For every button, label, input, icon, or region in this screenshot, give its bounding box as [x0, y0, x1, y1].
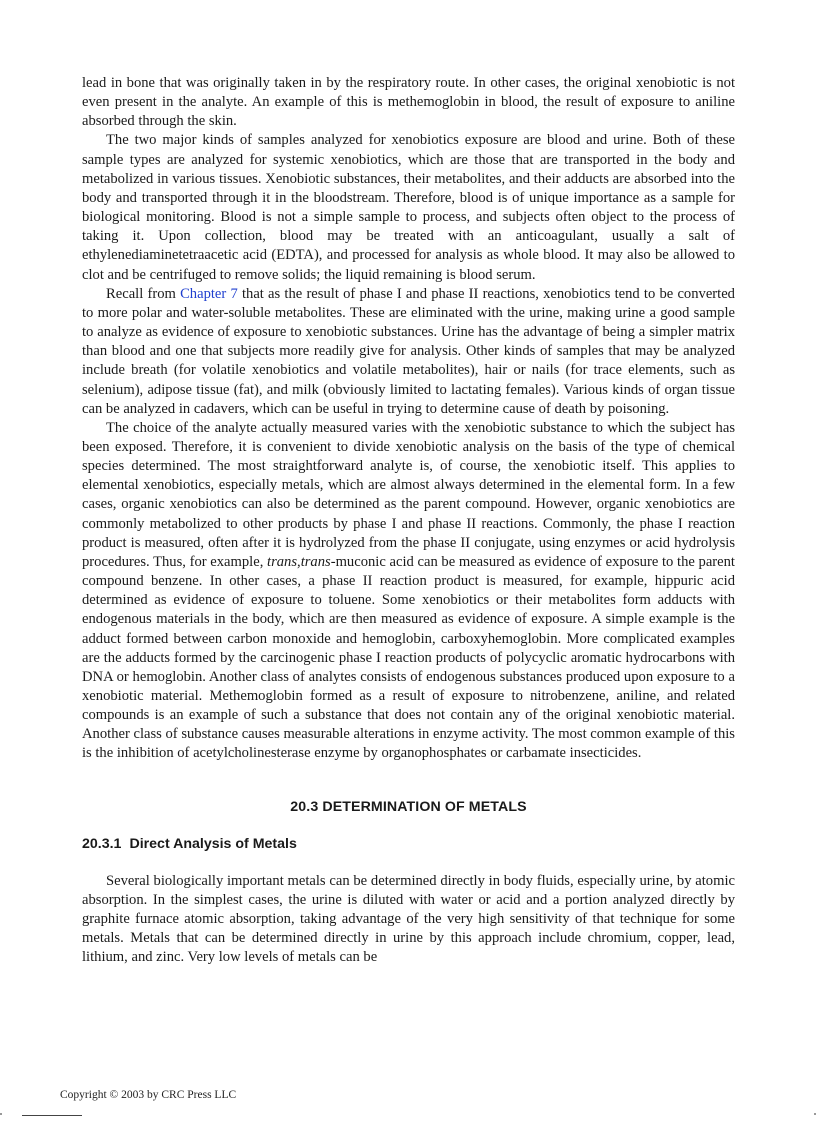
subsection-number: 20.3.1: [82, 835, 122, 852]
chapter-7-link[interactable]: Chapter 7: [180, 285, 238, 302]
italic-term: trans: [267, 553, 298, 570]
section-heading: 20.3 DETERMINATION OF METALS: [290, 798, 527, 815]
italic-term: trans: [300, 553, 331, 570]
paragraph-text: -muconic acid can be measured as evidence of exposure to the parent compound benzene. In other cases, a phase II reaction product is measured, for example, hippuric acid determined as evidence of exposure to toluene. Some xenobiotics or their metabolites form adducts with endogenous materials in the body, which are then measured as evidence of exposure. A simple example is the adduct formed between carbon monoxide and hemoglobin, carboxyhemoglobin. More complicated examples are the adducts formed by the carcinogenic phase I reaction products of polycyclic aromatic hydrocarbons with DNA or hemoglobin. Another class of analytes consists of endogenous substances produced upon exposure to a xenobiotic material. Methemoglobin formed as a result of exposure to nitrobenzene, aniline, and related compounds is an example of such a substance that does not contain any of the original xenobiotic material. Another class of substance causes measurable alterations in enzyme activity. The most common example of this is the inhibition of acetylcholinesterase enzyme by organophosphates or carbamate insecticides.: [82, 553, 735, 762]
body-paragraph: [82, 285, 735, 419]
copyright-footer: Copyright © 2003 by CRC Press LLC: [60, 1089, 237, 1101]
body-paragraph: Several biologically important metals can be determined directly in body fluids, especially urine, by atomic absorption. In the simplest cases, the urine is diluted with water or acid and a portion analyzed directly by graphite furnace atomic absorption, taking advantage of the very high sensitivity of that technique for some metals. Metals that can be determined directly in urine by this approach include chromium, copper, lead, lithium, and zinc. Very low levels of metals can be: [82, 872, 735, 966]
body-paragraph: lead in bone that was originally taken in by the respiratory route. In other cases, the original xenobiotic is not even present in the analyte. An example of this is methemoglobin in blood, the result of exposure to aniline absorbed through the skin.: [82, 75, 735, 130]
crop-mark: [0, 1113, 2, 1115]
subsection-title: Direct Analysis of Metals: [129, 835, 297, 852]
body-paragraph: [82, 419, 735, 764]
paragraph-text: Recall from: [106, 285, 181, 302]
paragraph-text: The choice of the analyte actually measured varies with the xenobiotic substance to which the subject has been exposed. Therefore, it is convenient to divide xenobiotic analysis on the basis of the type of chemical species determined. The most straightforward analyte is, of course, the xenobiotic itself. This applies to elemental xenobiotics, especially metals, which are almost always determined in the elemental form. In a few cases, organic xenobiotics can also be determined as the parent compound. However, organic xenobiotics are commonly metabolized to other products by phase I and phase II reactions. Commonly, the phase I reaction product is measured, often after it is hydrolyzed from the phase II conjugate, using enzymes or acid hydrolysis procedures. Thus, for example,: [82, 419, 735, 570]
paragraph-text: that as the result of phase I and phase II reactions, xenobiotics tend to be converted to more polar and water-soluble metabolites. These are eliminated with the urine, making urine a good sample to analyze as evidence of exposure to xenobiotic substances. Urine has the advantage of being a simpler matrix than blood and one that subjects more readily give for analysis. Other kinds of samples that may be analyzed include breath (for volatile xenobiotics and volatile metabolites), hair or nails (for trace elements, such as selenium), adipose tissue (fat), and milk (obviously limited to lactating females). Various kinds of organ tissue can be analyzed in cadavers, which can be useful in trying to determine cause of death by poisoning.: [82, 285, 735, 417]
page-body: [82, 74, 735, 967]
paragraph-text: ,: [297, 553, 301, 570]
subsection-heading: [82, 834, 735, 854]
footer-rule: [22, 1115, 82, 1116]
body-paragraph: The two major kinds of samples analyzed for xenobiotics exposure are blood and urine. Both of these sample types are analyzed for systemic xenobiotics, which are those that are transported in the body and metabolized in various tissues. Xenobiotic substances, their metabolites, and their adducts are absorbed into the body and transported through it in the bloodstream. Therefore, blood is of unique importance as a sample for biological monitoring. Blood is not a simple sample to process, and subjects often object to the process of taking it. Upon collection, blood may be treated with an anticoagulant, usually a salt of ethylenediaminetetraacetic acid (EDTA), and processed for analysis as whole blood. It may also be allowed to clot and be centrifuged to remove solids; the liquid remaining is blood serum.: [82, 132, 735, 283]
